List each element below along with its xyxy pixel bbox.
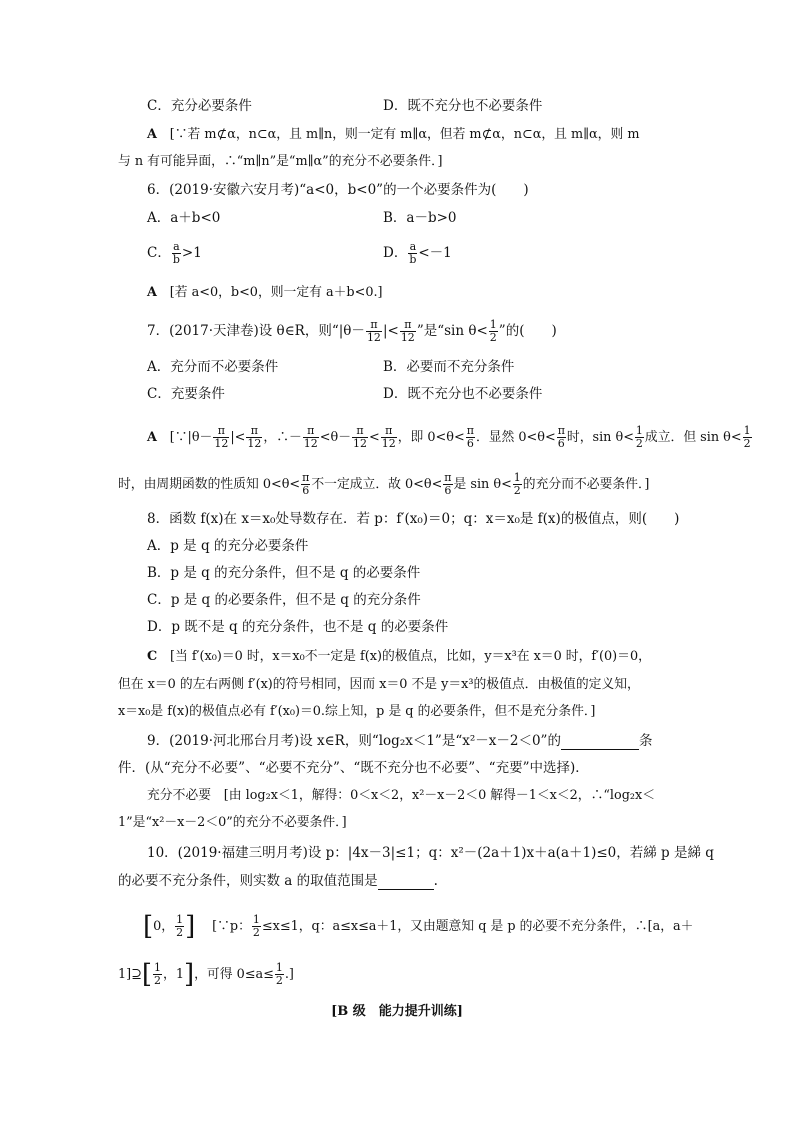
q9-stem-line2: 件．(从“充分不必要”、“必要不充分”、“既不充分也不必要”、“充要”中选择)． bbox=[118, 760, 589, 776]
prev-option-c: C．充分必要条件 bbox=[147, 98, 252, 114]
fraction: $\frac{a}{b}$ bbox=[172, 240, 180, 266]
q9-solution-line1: 充分不必要 [由 log₂x＜1，解得：0＜x＜2，x²－x－2＜0 解得－1＜x＜2，∴“log₂x＜ bbox=[147, 788, 656, 803]
prev-solution-line2: 与 n 有可能异面，∴“m∥n”是“m∥α”的充分不必要条件．] bbox=[118, 154, 443, 169]
section-heading: [B 级 能力提升训练] bbox=[331, 1004, 463, 1019]
q8-option-b: B．p 是 q 的充分条件，但不是 q 的必要条件 bbox=[147, 565, 421, 581]
q8-option-c: C．p 是 q 的必要条件，但不是 q 的充分条件 bbox=[147, 592, 421, 608]
q9-stem-line1: 9．(2019·河北邢台月考)设 x∈R，则“log₂x＜1”是“x²－x－2＜0”的 条 bbox=[147, 733, 653, 749]
q8-solution-line3: x＝x₀是 f(x)的极值点必有 f′(x₀)＝0.综上知，p 是 q 的必要条件，但不是充分条件．] bbox=[118, 704, 596, 719]
q7-option-b: B．必要而不充分条件 bbox=[383, 359, 515, 375]
q6-option-a: A．a＋b<0 bbox=[147, 210, 221, 226]
prev-solution-line1: A [∵若 m⊄α，n⊂α，且 m∥n，则一定有 m∥α，但若 m⊄α，n⊂α，且 m∥α，则 m bbox=[147, 127, 640, 142]
q8-solution-line2: 但在 x＝0 的左右两侧 f′(x)的符号相同，因而 x＝0 不是 y＝x³的极值点．由极值的定义知， bbox=[118, 677, 640, 692]
prev-option-d: D．既不充分也不必要条件 bbox=[383, 98, 543, 114]
q10-solution-line2: 1]⊇[ $\frac{1}{2}$ ，1]，可得 0≤a≤ $\frac{1}{2}$ .] bbox=[118, 959, 294, 990]
answer-blank[interactable] bbox=[378, 875, 434, 890]
q6-solution: A [若 a<0，b<0，则一定有 a＋b<0.] bbox=[147, 285, 383, 300]
q7-stem: 7．(2017·天津卷)设 θ∈R，则“|θ－ $\frac{\pi}{12}$ |< $\frac{\pi}{12}$ ”是“sin θ< $\frac{1}{2}$ ”的( ) bbox=[147, 318, 557, 344]
prev-answer: A bbox=[147, 127, 157, 142]
answer-blank[interactable] bbox=[561, 735, 639, 750]
q8-stem: 8．函数 f(x)在 x＝x₀处导数存在．若 p：f′(x₀)＝0；q：x＝x₀是 f(x)的极值点，则( ) bbox=[147, 511, 680, 527]
q7-option-c: C．充要条件 bbox=[147, 386, 225, 402]
fraction: $\frac{a}{b}$ bbox=[409, 240, 417, 266]
q9-solution-line2: 1”是“x²－x－2＜0”的充分不必要条件．] bbox=[118, 815, 347, 830]
q7-solution-line1: A [∵|θ－ $\frac{\pi}{12}$ |< $\frac{\pi}{12}$ ，∴－ $\frac{\pi}{12}$ <θ－ $\frac{\pi}{12}$ < $\frac{\pi}{12}$ ，即 0<θ< $\frac{\pi}{6}$ ．显然 0<θ< $\frac{\pi}{6}$ 时，sin θ< $\frac{1}{2}$ 成立．但 sin θ< $\frac{1}{2}$ bbox=[147, 424, 751, 450]
q10-stem-line2: 的必要不充分条件，则实数 a 的取值范围是 . bbox=[118, 873, 438, 889]
q6-stem: 6．(2019·安徽六安月考)“a<0，b<0”的一个必要条件为( ) bbox=[147, 182, 529, 198]
q8-option-a: A．p 是 q 的充分必要条件 bbox=[147, 538, 309, 554]
q10-solution-line1: [0， $\frac{1}{2}$ ] [∵p： $\frac{1}{2}$ ≤x≤1，q：a≤x≤a＋1，又由题意知 q 是 p 的必要不充分条件，∴[a，a＋ bbox=[143, 911, 694, 942]
q6-option-c: C． $\frac{a}{b}$ >1 bbox=[147, 240, 202, 266]
q8-option-d: D．p 既不是 q 的充分条件，也不是 q 的必要条件 bbox=[147, 619, 449, 635]
q7-option-d: D．既不充分也不必要条件 bbox=[383, 386, 543, 402]
q7-solution-line2: 时，由周期函数的性质知 0<θ< $\frac{\pi}{6}$ 不一定成立．故 0<θ< $\frac{\pi}{6}$ 是 sin θ< $\frac{1}{2}$ 的充分而不必要条件．] bbox=[118, 471, 650, 497]
q6-option-d: D． $\frac{a}{b}$ <－1 bbox=[383, 240, 452, 266]
q7-option-a: A．充分而不必要条件 bbox=[147, 359, 279, 375]
q10-stem-line1: 10．(2019·福建三明月考)设 p：|4x－3|≤1；q：x²－(2a＋1)x＋a(a＋1)≤0，若綈 p 是綈 q bbox=[147, 845, 714, 861]
q6-option-b: B．a－b>0 bbox=[383, 210, 457, 226]
q8-solution-line1: C [当 f′(x₀)＝0 时，x＝x₀不一定是 f(x)的极值点，比如，y＝x³在 x＝0 时，f′(0)＝0， bbox=[147, 649, 651, 664]
